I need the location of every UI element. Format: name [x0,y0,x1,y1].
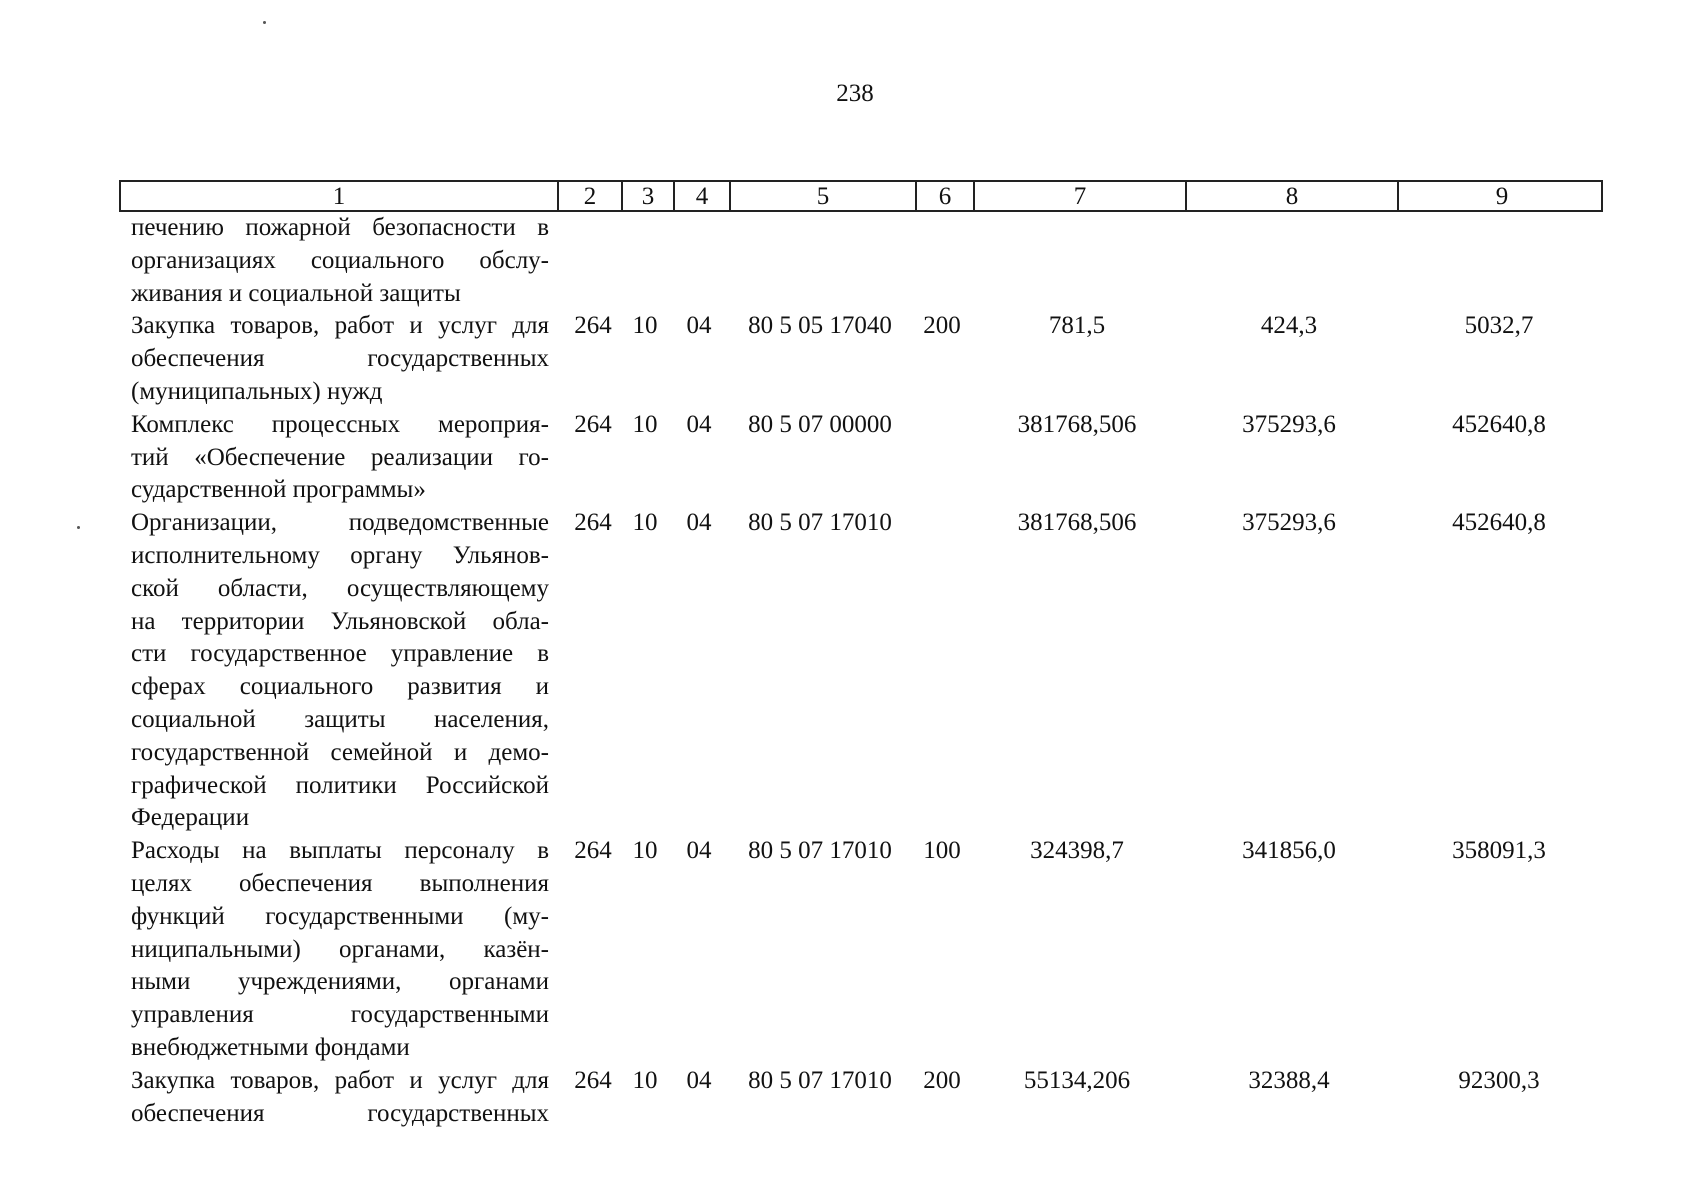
cell-col-7: 781,5 [1048,312,1106,340]
row-description [119,507,555,835]
cell-col-5 [727,212,913,310]
table-header-row [119,180,1603,212]
description-line: обеспечения государственных [131,345,549,373]
header-cell-col-2: 2 [557,182,621,212]
row-description [119,310,555,408]
description-line: живания и социальной защиты [131,279,461,307]
cell-col-2: 264 [574,312,612,340]
cell-col-3: 10 [632,312,658,340]
cell-col-8: 424,3 [1260,312,1318,340]
cell-col-3: 10 [632,509,658,537]
cell-col-7: 324398,7 [1030,837,1124,865]
description-line: государственной семейной и демо- [131,738,549,766]
budget-table [119,180,1603,1130]
table-row [119,507,1603,835]
cell-col-6 [913,212,971,310]
description-line: тий «Обеспечение реализации го- [131,443,549,471]
description-line: (муниципальных) нужд [131,377,383,405]
description-line: ниципальными) органами, казён- [131,935,549,963]
description-line: Закупка товаров, работ и услуг для [131,312,549,340]
description-line: организациях социального обслу- [131,246,549,274]
cell-col-8 [1183,212,1395,310]
description-line: сферах социального развития и [131,673,549,701]
cell-col-7 [971,212,1183,310]
description-line: Расходы на выплаты персоналу в [131,837,549,865]
cell-col-2: 264 [574,509,612,537]
cell-col-8: 375293,6 [1242,410,1336,438]
header-cell-col-8: 8 [1185,182,1397,212]
description-line: ными учреждениями, органами [131,968,549,996]
cell-col-2: 264 [574,1066,612,1094]
header-cell-col-9: 9 [1397,182,1605,212]
header-cell-col-7: 7 [973,182,1185,212]
description-line: целях обеспечения выполнения [131,869,549,897]
description-line: сти государственное управление в [131,640,549,668]
cell-col-3: 10 [632,837,658,865]
cell-col-4: 04 [686,837,712,865]
cell-col-6 [913,409,971,507]
description-line: ской области, осуществляющему [131,574,549,602]
cell-col-6 [913,507,971,835]
description-line: Закупка товаров, работ и услуг для [131,1066,549,1094]
table-row [119,310,1603,408]
description-line: Организации, подведомственные [131,509,549,537]
description-line: Федерации [131,804,250,832]
description-line: управления государственными [131,1001,549,1029]
description-line: сударственной программы» [131,476,426,504]
cell-col-4: 04 [686,1066,712,1094]
table-row [119,409,1603,507]
cell-col-9: 92300,3 [1458,1066,1540,1094]
row-description [119,409,555,507]
cell-col-6: 100 [923,837,961,865]
row-description [119,835,555,1065]
cell-col-5: 80 5 07 17010 [748,509,892,537]
description-line: обеспечения государственных [131,1099,549,1127]
scan-speck [263,21,266,24]
cell-col-4: 04 [686,410,712,438]
page-number: 238 [836,80,874,107]
table-body [119,212,1603,1130]
cell-col-5: 80 5 07 00000 [748,410,892,438]
cell-col-5: 80 5 05 17040 [748,312,892,340]
cell-col-8: 341856,0 [1242,837,1336,865]
table-row [119,835,1603,1065]
cell-col-3: 10 [632,410,658,438]
cell-col-9: 452640,8 [1452,509,1546,537]
description-line: Комплекс процессных мероприя- [131,410,549,438]
description-line: графической политики Российской [131,771,549,799]
cell-col-2: 264 [574,410,612,438]
cell-col-7: 55134,206 [1023,1066,1131,1094]
table-row [119,1065,1603,1131]
cell-col-7: 381768,506 [1017,410,1137,438]
description-line: социальной защиты населения, [131,705,549,733]
cell-col-9 [1395,212,1603,310]
cell-col-2 [555,212,619,310]
header-cell-col-3: 3 [621,182,673,212]
cell-col-8: 375293,6 [1242,509,1336,537]
cell-col-7: 381768,506 [1017,509,1137,537]
cell-col-5: 80 5 07 17010 [748,837,892,865]
description-line: на территории Ульяновской обла- [131,607,549,635]
cell-col-9: 358091,3 [1452,837,1546,865]
cell-col-8: 32388,4 [1248,1066,1330,1094]
cell-col-3 [619,212,671,310]
row-description [119,212,555,310]
header-cell-col-6: 6 [915,182,973,212]
cell-col-5: 80 5 07 17010 [748,1066,892,1094]
header-cell-col-1: 1 [332,183,346,210]
cell-col-9: 5032,7 [1464,312,1534,340]
row-description [119,1065,555,1131]
description-line: исполнительному органу Ульянов- [131,541,549,569]
table-row [119,212,1603,310]
header-cell-col-5: 5 [729,182,915,212]
description-line: печению пожарной безопасности в [131,214,549,241]
cell-col-9: 452640,8 [1452,410,1546,438]
cell-col-4 [671,212,727,310]
cell-col-6: 200 [923,1066,961,1094]
cell-col-4: 04 [686,312,712,340]
cell-col-6: 200 [923,312,961,340]
cell-col-3: 10 [632,1066,658,1094]
description-line: внебюджетными фондами [131,1033,410,1061]
cell-col-4: 04 [686,509,712,537]
cell-col-2: 264 [574,837,612,865]
scan-speck [77,526,80,529]
header-cell-col-4: 4 [673,182,729,212]
description-line: функций государственными (му- [131,902,549,930]
